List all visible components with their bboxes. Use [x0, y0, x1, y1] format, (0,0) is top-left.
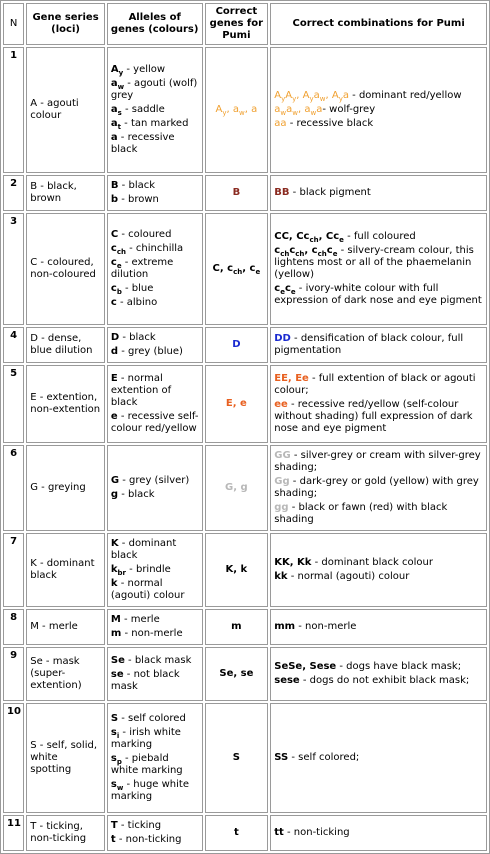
combination-description: - black or fawn (red) with black shading — [274, 502, 448, 525]
combination-description: - non-ticking — [283, 827, 350, 838]
allele-description: - blue — [121, 283, 154, 294]
allele-description: - recessive self-colour red/yellow — [110, 411, 199, 434]
correct-genes: $A_y$, $a_w$, a — [205, 47, 269, 173]
combination-symbol: GG — [274, 450, 291, 461]
allele-description: - non-merle — [121, 628, 183, 639]
header-alleles: Alleles of genes (colours) — [107, 3, 203, 45]
combination-description: - full extention of black or agouti colour; — [274, 373, 476, 396]
allele-description: - brown — [118, 194, 159, 205]
combinations-cell — [270, 815, 487, 851]
allele-symbol: b — [110, 194, 119, 205]
combination-description: - dogs do not exhibit black mask; — [299, 675, 470, 686]
allele-item — [111, 489, 199, 501]
correct-genes: C, $c_{ch}$, $c_e$ — [205, 213, 269, 325]
row-number: 9 — [3, 647, 24, 701]
combination-item — [274, 104, 483, 116]
combination-description: - silver-grey or cream with silver-grey shading; — [274, 450, 481, 473]
gene-series: B - black, brown — [26, 175, 105, 211]
header-correct: Correct genes for Pumi — [205, 3, 269, 45]
combination-description: - recessive black — [286, 118, 374, 129]
gene-series: G - greying — [26, 445, 105, 531]
allele-description: - piebald white marking — [110, 753, 183, 776]
combination-description: - dominant red/yellow — [348, 90, 462, 101]
allele-item — [111, 332, 199, 344]
allele-symbol: a — [110, 132, 118, 143]
header-row — [3, 3, 487, 45]
combinations-cell — [270, 533, 487, 607]
alleles-cell — [107, 647, 203, 701]
allele-item — [111, 373, 199, 409]
alleles-cell — [107, 213, 203, 325]
combination-item — [274, 675, 483, 687]
allele-description: - saddle — [121, 104, 165, 115]
combination-item — [274, 283, 483, 307]
allele-item — [111, 779, 199, 803]
allele-symbol: $s_w$ — [110, 779, 124, 792]
combinations-cell — [270, 365, 487, 443]
header-combos: Correct combinations for Pumi — [270, 3, 487, 45]
table-row — [3, 47, 487, 173]
combination-description: - dogs have black mask; — [336, 661, 462, 672]
allele-item — [111, 669, 199, 693]
combination-symbol: $c_{ch}c_{ch}$, $c_{ch}c_e$ — [274, 245, 338, 258]
combination-item — [274, 245, 483, 281]
gene-series: D - dense, blue dilution — [26, 327, 105, 363]
allele-description: - yellow — [123, 64, 166, 75]
allele-item — [111, 346, 199, 358]
combination-symbol: Gg — [274, 476, 290, 487]
gene-series: T - ticking, non-ticking — [26, 815, 105, 851]
allele-description: - albino — [116, 297, 158, 308]
allele-description: - tan marked — [120, 118, 189, 129]
allele-symbol: k — [110, 578, 118, 589]
combination-description: - full coloured — [343, 231, 416, 242]
allele-description: - huge white marking — [110, 779, 189, 802]
combination-symbol: DD — [274, 333, 291, 344]
table-body — [3, 47, 487, 851]
combination-symbol: $A_yA_y$, $A_ya_w$, $A_ya$ — [274, 90, 349, 103]
allele-item — [111, 180, 199, 192]
combinations-cell — [270, 213, 487, 325]
combinations-cell — [270, 175, 487, 211]
gene-series: Se - mask (super-extention) — [26, 647, 105, 701]
allele-symbol: $k_{br}$ — [110, 564, 126, 577]
allele-symbol: T — [110, 820, 118, 831]
correct-genes: m — [205, 609, 269, 645]
combination-item — [274, 399, 483, 435]
allele-item — [111, 118, 199, 130]
allele-symbol: M — [110, 614, 121, 625]
combination-item — [274, 571, 483, 583]
allele-item — [111, 411, 199, 435]
allele-item — [111, 64, 199, 76]
allele-description: - self colored — [118, 713, 186, 724]
allele-symbol: $s_i$ — [110, 727, 120, 740]
table-row — [3, 175, 487, 211]
table-row — [3, 647, 487, 701]
combination-item — [274, 118, 483, 130]
gene-series: C - coloured, non-coloured — [26, 213, 105, 325]
combination-description: - wolf-grey — [322, 104, 376, 115]
allele-symbol: C — [110, 229, 119, 240]
allele-description: - black mask — [124, 655, 192, 666]
table-row — [3, 445, 487, 531]
row-number: 4 — [3, 327, 24, 363]
allele-item — [111, 727, 199, 751]
allele-item — [111, 283, 199, 295]
row-number: 2 — [3, 175, 24, 211]
allele-item — [111, 628, 199, 640]
allele-symbol: m — [110, 628, 122, 639]
allele-item — [111, 820, 199, 832]
combination-item — [274, 450, 483, 474]
allele-symbol: $a_t$ — [110, 118, 121, 131]
alleles-cell — [107, 703, 203, 813]
alleles-cell — [107, 365, 203, 443]
allele-description: - normal extention of black — [110, 373, 172, 408]
allele-item — [111, 243, 199, 255]
allele-description: - agouti (wolf) grey — [110, 78, 198, 101]
allele-description: - grey (silver) — [119, 475, 190, 486]
combination-item — [274, 333, 483, 357]
combination-item — [274, 231, 483, 243]
combinations-cell — [270, 445, 487, 531]
row-number: 8 — [3, 609, 24, 645]
alleles-cell — [107, 175, 203, 211]
allele-item — [111, 538, 199, 562]
table-row — [3, 327, 487, 363]
allele-item — [111, 713, 199, 725]
allele-symbol: S — [110, 713, 119, 724]
alleles-cell — [107, 533, 203, 607]
allele-description: - not black mask — [110, 669, 180, 692]
allele-symbol: K — [110, 538, 119, 549]
allele-symbol: Se — [110, 655, 125, 666]
combination-description: - non-merle — [295, 621, 357, 632]
allele-symbol: t — [110, 834, 116, 845]
allele-item — [111, 614, 199, 626]
allele-description: - grey (blue) — [118, 346, 183, 357]
allele-symbol: $a_w$ — [110, 78, 125, 91]
allele-symbol: $c_{ch}$ — [110, 243, 126, 256]
allele-description: - black — [118, 180, 156, 191]
combination-symbol: KK, Kk — [274, 557, 312, 568]
allele-description: - brindle — [126, 564, 171, 575]
allele-description: - normal (agouti) colour — [110, 578, 185, 601]
table-row — [3, 213, 487, 325]
combinations-cell — [270, 47, 487, 173]
allele-item — [111, 564, 199, 576]
table-row — [3, 365, 487, 443]
combination-symbol: $a_wa_w$, $a_wa$ — [274, 104, 323, 117]
correct-genes: K, k — [205, 533, 269, 607]
allele-symbol: $s_p$ — [110, 753, 122, 766]
allele-symbol: E — [110, 373, 118, 384]
allele-description: - dominant black — [110, 538, 177, 561]
correct-genes: G, g — [205, 445, 269, 531]
allele-description: - irish white marking — [110, 727, 181, 750]
correct-genes: E, e — [205, 365, 269, 443]
combination-symbol: mm — [274, 621, 296, 632]
allele-description: - extreme dilution — [110, 257, 174, 280]
allele-description: - ticking — [117, 820, 162, 831]
combination-description: - black pigment — [289, 187, 371, 198]
allele-item — [111, 229, 199, 241]
correct-genes: t — [205, 815, 269, 851]
allele-symbol: G — [110, 475, 120, 486]
table-row — [3, 609, 487, 645]
allele-description: - black — [118, 489, 155, 500]
combination-item — [274, 752, 483, 764]
combination-symbol: aa — [274, 118, 287, 129]
row-number: 5 — [3, 365, 24, 443]
combinations-cell — [270, 647, 487, 701]
combination-symbol: SS — [274, 752, 289, 763]
allele-item — [111, 834, 199, 846]
alleles-cell — [107, 327, 203, 363]
allele-description: - coloured — [118, 229, 172, 240]
allele-symbol: $c_b$ — [110, 283, 122, 296]
gene-series: M - merle — [26, 609, 105, 645]
allele-symbol: $a_s$ — [110, 104, 122, 117]
allele-item — [111, 78, 199, 102]
alleles-cell — [107, 47, 203, 173]
allele-symbol: $c_e$ — [110, 257, 122, 270]
combination-symbol: ee — [274, 399, 288, 410]
allele-symbol: B — [110, 180, 119, 191]
allele-item — [111, 194, 199, 206]
combination-item — [274, 621, 483, 633]
correct-genes: Se, se — [205, 647, 269, 701]
allele-symbol: g — [110, 489, 119, 500]
row-number: 3 — [3, 213, 24, 325]
combination-description: - silvery-cream colour, this lightens most or all of the phaemelanin (yellow) — [274, 245, 474, 280]
allele-description: - chinchilla — [125, 243, 184, 254]
gene-series: K - dominant black — [26, 533, 105, 607]
gene-series: A - agouti colour — [26, 47, 105, 173]
allele-symbol: d — [110, 346, 119, 357]
allele-symbol: D — [110, 332, 120, 343]
allele-description: - black — [119, 332, 156, 343]
gene-series: E - extention, non-extention — [26, 365, 105, 443]
combination-description: - dark-grey or gold (yellow) with grey shading; — [274, 476, 479, 499]
allele-description: - non-ticking — [115, 834, 182, 845]
alleles-cell — [107, 815, 203, 851]
combination-item — [274, 187, 483, 199]
combination-description: - densification of black colour, full pigmentation — [274, 333, 464, 356]
row-number: 7 — [3, 533, 24, 607]
row-number: 1 — [3, 47, 24, 173]
correct-genes: D — [205, 327, 269, 363]
allele-item — [111, 257, 199, 281]
combination-symbol: BB — [274, 187, 290, 198]
allele-item — [111, 578, 199, 602]
combination-symbol: kk — [274, 571, 288, 582]
combinations-cell — [270, 609, 487, 645]
row-number: 11 — [3, 815, 24, 851]
allele-description: - merle — [120, 614, 160, 625]
combination-symbol: sese — [274, 675, 300, 686]
combinations-cell — [270, 703, 487, 813]
table-row — [3, 703, 487, 813]
allele-symbol: e — [110, 411, 118, 422]
combination-symbol: CC, $Cc_{ch}$, $Cc_e$ — [274, 231, 344, 244]
gene-series: S - self, solid, white spotting — [26, 703, 105, 813]
combination-item — [274, 557, 483, 569]
combination-item — [274, 502, 483, 526]
row-number: 10 — [3, 703, 24, 813]
header-series: Gene series (loci) — [26, 3, 105, 45]
allele-item — [111, 655, 199, 667]
allele-symbol: $A_y$ — [110, 64, 124, 77]
row-number: 6 — [3, 445, 24, 531]
allele-item — [111, 753, 199, 777]
allele-description: - recessive black — [110, 132, 175, 155]
combination-item — [274, 661, 483, 673]
combination-symbol: EE, Ee — [274, 373, 309, 384]
combination-description: - ivory-white colour with full expression of dark nose and eye pigment — [274, 283, 482, 306]
allele-item — [111, 297, 199, 309]
combination-item — [274, 373, 483, 397]
combination-symbol: $c_ec_e$ — [274, 283, 296, 296]
combination-symbol: tt — [274, 827, 284, 838]
allele-item — [111, 104, 199, 116]
allele-item — [111, 132, 199, 156]
combination-description: - dominant black colour — [311, 557, 433, 568]
table-row — [3, 815, 487, 851]
header-n: N — [3, 3, 24, 45]
table-row — [3, 533, 487, 607]
combination-item — [274, 476, 483, 500]
correct-genes: B — [205, 175, 269, 211]
correct-genes: S — [205, 703, 269, 813]
combination-item — [274, 827, 483, 839]
combination-item — [274, 90, 483, 102]
combination-description: - normal (agouti) colour — [287, 571, 410, 582]
alleles-cell — [107, 609, 203, 645]
combination-symbol: SeSe, Sese — [274, 661, 337, 672]
combination-description: - self colored; — [288, 752, 360, 763]
allele-symbol: c — [110, 297, 117, 308]
combination-description: - recessive red/yellow (self-colour without shading) full expression of dark nose and eye pigment — [274, 399, 473, 434]
combinations-cell — [270, 327, 487, 363]
combination-symbol: gg — [274, 502, 289, 513]
allele-symbol: se — [110, 669, 124, 680]
allele-item — [111, 475, 199, 487]
alleles-cell — [107, 445, 203, 531]
